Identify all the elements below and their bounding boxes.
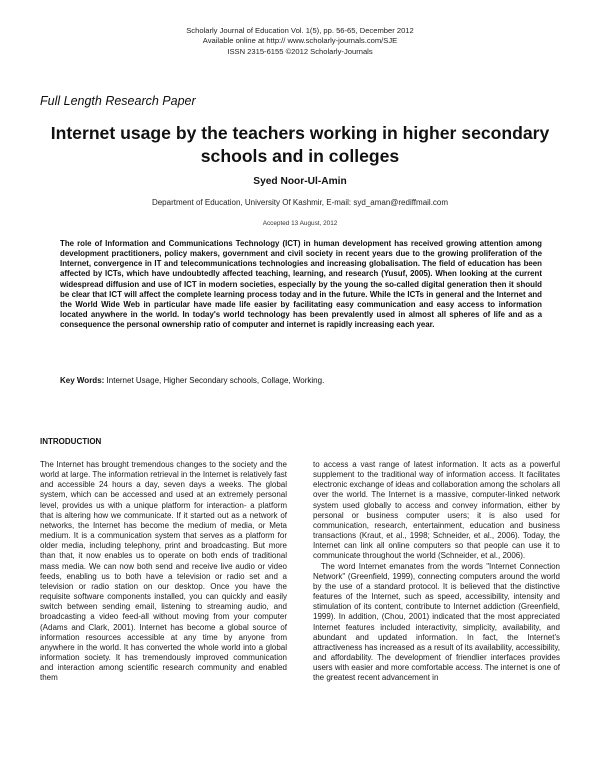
body-column-right bbox=[313, 460, 560, 683]
body-column-left bbox=[40, 460, 287, 683]
keywords-text: Internet Usage, Higher Secondary schools, Collage, Working. bbox=[106, 376, 325, 385]
body-paragraph: The word Internet emanates from the words "Internet Connection Network" (Greenfield, 1999), connecting computers around the world by the use of a standard protocol. It is believed that the distinctive features of the Internet, such as speed, accessibility, intensity and stimulation of its content, contribute to Internet addiction (Greenfield, 1999). In addition, (Chou, 2001) indicated that the most appreciated Internet features included interactivity, simplicity, availability, and abundant and updated information. In fact, the Internet's attractiveness has increased as a result of its availability, accessibility, and affordability. The development of friendlier interfaces provides users with easier and more comfortable access. The internet is one of the greatest recent advancement in bbox=[313, 561, 560, 683]
body-paragraph: to access a vast range of latest information. It acts as a powerful supplement to the traditional way of information access. It facilitates electronic exchange of ideas and collaboration among the scholars all over the world. The Internet is a massive, computer-linked network system used globally to access and convey information, either by personal or business computer users; it is also used for communication, research, entertainment, education and business transactions (Kraut, et al., 1998; Schneider, et al., 2006). Today, the Internet can link all online computers so that people can use it to communicate throughout the world (Schneider, et al., 2006). bbox=[313, 460, 560, 561]
author-name: Syed Noor-Ul-Amin bbox=[253, 176, 347, 187]
body-paragraph: The Internet has brought tremendous changes to the society and the world at large. The information retrieval in the Internet is relatively fast and accessible 24 hours a day, seven days a weeks. The global system, which can be accessed and used at an extremely personal level, provides us with a unique platform for interaction- a platform that is altering how we communicate. If it started out as a network of networks, the Internet has become the medium of media, or Meta medium. It is a communication system that serves as a platform for older media, including telephony, print and broadcasting. But more than that, it now enables us to operate on both ends of traditional mass media. We can now both send and receive live audio or video feeds, enabling us to both have a television or radio set and a television or radio station on our desktop. Once you have the requisite software components installed, you can quickly and easily switch between sending email, listening to streaming audio, and broadcasting a video feed-all without moving from your computer (Adams and Clark, 2001). Internet has become a global source of information resources accessible at any time by anyone from anywhere in the world. It has converted the whole world into a global information society. It has tremendously improved communication and interaction among scientific research community and enabled them bbox=[40, 460, 287, 683]
journal-url: Available online at http:// www.scholarly-journals.com/SJE bbox=[202, 36, 398, 46]
paper-title: Internet usage by the teachers working in higher secondary schools and in colleges bbox=[50, 123, 550, 166]
author-affiliation: Department of Education, University Of Kashmir, E-mail: syd_aman@rediffmail.com bbox=[151, 198, 449, 207]
journal-header bbox=[0, 26, 600, 57]
abstract: The role of Information and Communications Technology (ICT) in human development has received growing attention among development practitioners, policy makers, government and civil society in recent years due to the growing proliferation of the Internet, convergence in IT and telecommunications technologies and increasing globalisation. The field of education has been affected by ICTs, which have undoubtedly affected teaching, learning, and research (Yusuf, 2005). When looking at the current widespread diffusion and use of ICT in modern societies, especially by the young the so-called digital generation then it should be clear that ICT will affect the complete learning process today and in the future. While the ICTs in general and the Internet and the World Wide Web in particular have made life easier by facilitating easy communication and easy access to information located anywhere in the world. In today's world technology has been prevalently used in almost all spheres of life and as a consequence the personal ownership ratio of computer and internet is rapidly increasing each year. bbox=[60, 239, 542, 330]
journal-citation: Scholarly Journal of Education Vol. 1(5), pp. 56-65, December 2012 bbox=[186, 26, 414, 35]
keywords-label: Key Words: bbox=[60, 376, 105, 385]
paper-type-label: Full Length Research Paper bbox=[40, 94, 196, 108]
journal-issn: ISSN 2315-6155 ©2012 Scholarly-Journals bbox=[227, 46, 373, 56]
keywords bbox=[60, 376, 550, 385]
accepted-date: Accepted 13 August, 2012 bbox=[262, 220, 338, 227]
section-heading-introduction: INTRODUCTION bbox=[40, 437, 102, 446]
